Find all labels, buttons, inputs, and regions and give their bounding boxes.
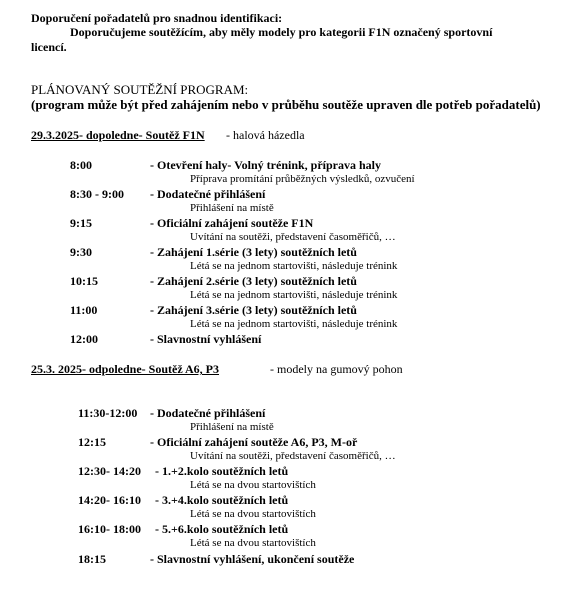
day2-item-title: - 3.+4.kolo soutěžních letů [155, 493, 289, 507]
day2-item-title: - 5.+6.kolo soutěžních letů [155, 522, 289, 536]
program-subtitle: (program může být před zahájením nebo v průběhu soutěže upraven dle potřeb pořadatelů) [31, 97, 541, 112]
day1-item-note: Létá se na jednom startovišti, následuje trénink [190, 318, 398, 330]
day1-item-note: Příprava promítání průběžných výsledků, ozvučení [190, 173, 415, 185]
day1-item-title: - Otevření haly- Volný trénink, příprava haly [150, 158, 382, 172]
day2-time: 12:15 [78, 435, 106, 449]
day2-item-title: - Oficiální zahájení soutěže A6, P3, M-oř [150, 435, 358, 449]
day1-item-note: Létá se na jednom startovišti, následuje trénink [190, 260, 398, 272]
day2-item-title: - 1.+2.kolo soutěžních letů [155, 464, 289, 478]
day1-venue: - halová házedla [226, 128, 305, 142]
day2-heading: 25.3. 2025- odpoledne- Soutěž A6, P3 [31, 362, 220, 376]
day1-item-title: - Dodatečné přihlášení [150, 187, 266, 201]
day2-item-title: - Dodatečné přihlášení [150, 406, 266, 420]
day1-item-title: - Slavnostní vyhlášení [150, 332, 262, 346]
day1-item-title: - Zahájení 3.série (3 lety) soutěžních letů [150, 303, 357, 317]
day1-item-title: - Zahájení 2.série (3 lety) soutěžních letů [150, 274, 357, 288]
day1-time: 9:15 [70, 216, 92, 230]
day1-time: 10:15 [70, 274, 98, 288]
day2-time: 18:15 [78, 552, 106, 566]
day2-time: 12:30- 14:20 [78, 464, 141, 478]
day1-time: 8:30 - 9:00 [70, 187, 124, 201]
day2-item-title: - Slavnostní vyhlášení, ukončení soutěže [150, 552, 355, 566]
day2-venue: - modely na gumový pohon [270, 362, 403, 376]
day2-item-note: Létá se na dvou startovištích [190, 537, 316, 549]
day1-item-title: - Zahájení 1.série (3 lety) soutěžních letů [150, 245, 357, 259]
day1-time: 12:00 [70, 332, 98, 346]
intro-heading: Doporučení pořadatelů pro snadnou identifikaci: [31, 11, 283, 25]
intro-text-line1: Doporučujeme soutěžícím, aby měly modely pro kategorii F1N označený sportovní [70, 25, 493, 39]
day2-time: 11:30-12:00 [78, 406, 138, 420]
day2-item-note: Přihlášení na místě [190, 421, 274, 433]
day1-item-note: Přihlášení na místě [190, 202, 274, 214]
day1-item-note: Uvítání na soutěži, představení časoměřičů, … [190, 231, 396, 243]
day2-time: 14:20- 16:10 [78, 493, 141, 507]
day1-time: 9:30 [70, 245, 92, 259]
day1-item-note: Létá se na jednom startovišti, následuje trénink [190, 289, 398, 301]
day2-item-note: Létá se na dvou startovištích [190, 508, 316, 520]
day1-time: 8:00 [70, 158, 92, 172]
program-title: PLÁNOVANÝ SOUTĚŽNÍ PROGRAM: [31, 82, 249, 97]
day1-heading: 29.3.2025- dopoledne- Soutěž F1N [31, 128, 205, 142]
day2-item-note: Létá se na dvou startovištích [190, 479, 316, 491]
day1-time: 11:00 [70, 303, 98, 317]
intro-text-line2: licencí. [31, 40, 67, 54]
day2-time: 16:10- 18:00 [78, 522, 141, 536]
day2-item-note: Uvítání na soutěži, představení časoměřičů, … [190, 450, 396, 462]
day1-item-title: - Oficiální zahájení soutěže F1N [150, 216, 314, 230]
